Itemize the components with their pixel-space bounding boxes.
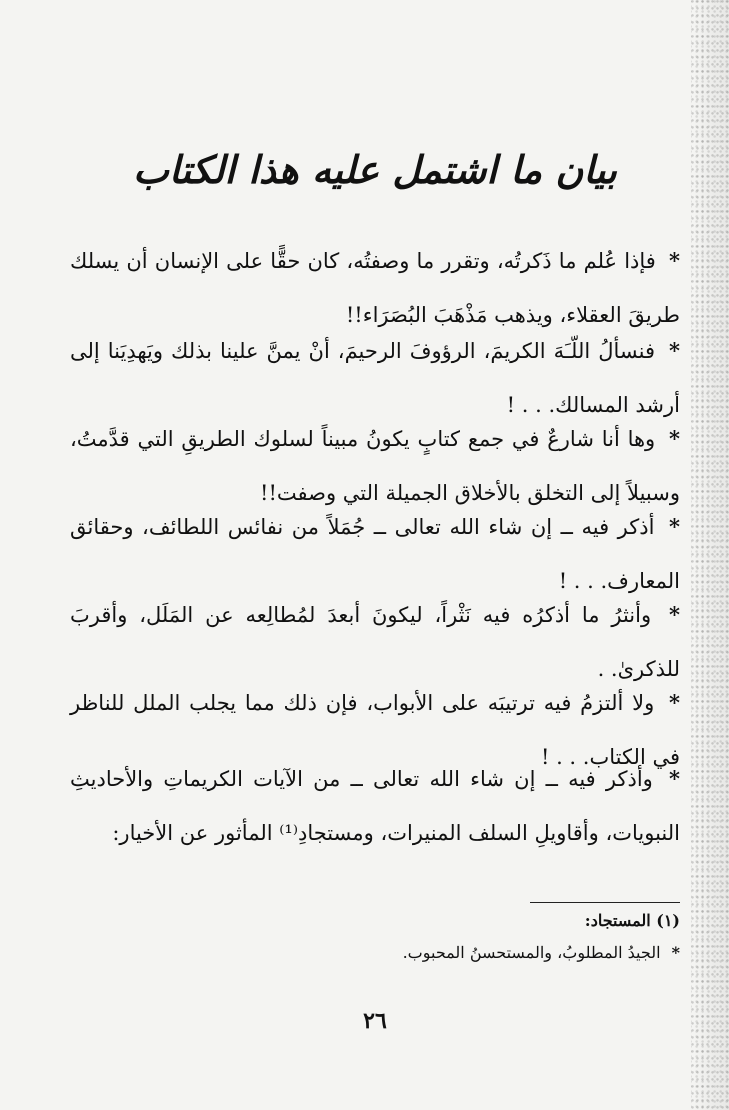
footnote-divider bbox=[530, 902, 680, 903]
bullet-marker: * bbox=[669, 338, 680, 363]
paragraph-text: أذكر فيه ــ إن شاء الله تعالى ــ جُمَلاً من نفائس اللطائف، وحقائق المعارف. . . ! bbox=[70, 515, 680, 593]
bullet-marker: * bbox=[669, 514, 680, 539]
paragraph-text: وها أنا شارعٌ في جمع كتابٍ يكونُ مبيناً لسلوك الطريقِ التي قدَّمتُ، وسبيلاً إلى التخلق بالأخلاق الجميلة التي وصفت!! bbox=[70, 427, 680, 505]
paragraph-7 bbox=[70, 752, 680, 860]
bullet-marker: * bbox=[669, 426, 680, 451]
bullet-marker: * bbox=[669, 248, 680, 273]
paragraph-text: وأذكر فيه ــ إن شاء الله تعالى ــ من الآيات الكريماتِ والأحاديثِ النبويات، وأقاويلِ السلف المنيرات، ومستجادِ⁽¹⁾ المأثور عن الأخيار: bbox=[70, 767, 680, 845]
page-number: ٢٦ bbox=[363, 1008, 387, 1034]
book-page bbox=[70, 0, 680, 1110]
paragraph-text: فإذا عُلم ما ذَكرتُه، وتقرر ما وصفتُه، كان حقًّا على الإنسان أن يسلك طريقَ العقلاء، ويذهب مَذْهَبَ البُصَرَاء!! bbox=[70, 249, 680, 327]
footnote-body bbox=[70, 938, 680, 968]
bullet-marker: * bbox=[671, 943, 680, 962]
paragraph-text: ولا ألتزمُ فيه ترتيبَه على الأبواب، فإن ذلك مما يجلب الملل للناظر في الكتاب. . . ! bbox=[70, 691, 680, 769]
footnote-heading bbox=[70, 906, 680, 936]
scan-edge bbox=[691, 0, 729, 1110]
paragraph-text: فنسألُ اللّـَهَ الكريمَ، الرؤوفَ الرحيمَ، أنْ يمنَّ علينا بذلك ويَهدِيَنا إلى أرشد المسالك. . . ! bbox=[70, 339, 680, 417]
paragraph-text: وأنثرُ ما أذكرُه فيه نَثْراً، ليكونَ أبعدَ لمُطالِعه عن المَلَل، وأقربَ للذكرىٰ. . bbox=[70, 603, 680, 681]
footnote-heading-text: (١) المستجاد: bbox=[584, 911, 680, 930]
bullet-marker: * bbox=[669, 602, 680, 627]
chapter-title: بيان ما اشتمل عليه هذا الكتاب bbox=[133, 147, 617, 192]
bullet-marker: * bbox=[669, 766, 680, 791]
bullet-marker: * bbox=[669, 690, 680, 715]
footnote-text: الجيدُ المطلوبُ، والمستحسنُ المحبوب. bbox=[402, 943, 661, 962]
